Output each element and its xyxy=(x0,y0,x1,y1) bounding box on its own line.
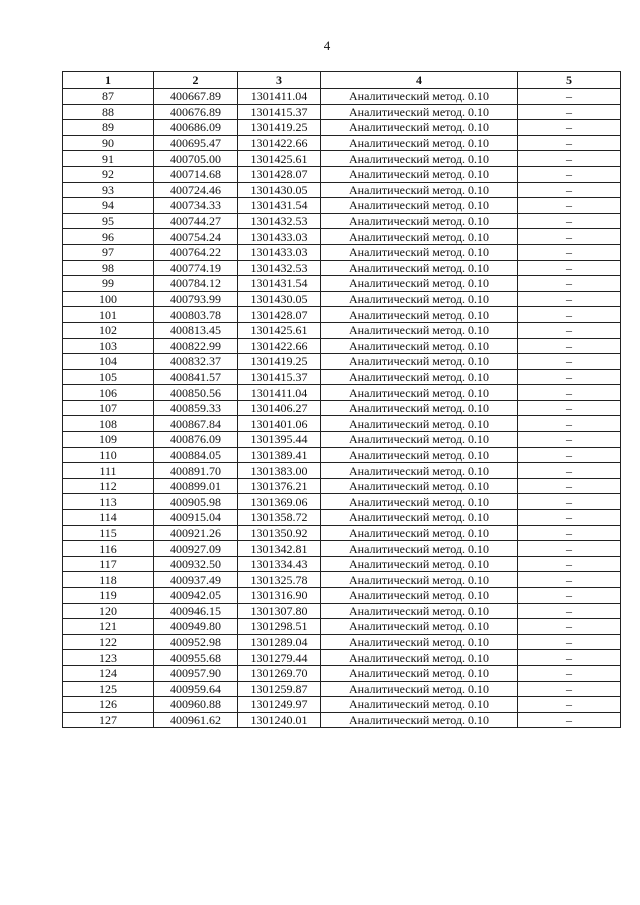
table-row xyxy=(63,120,621,136)
cell-x-coordinate: 400942.05 xyxy=(154,588,238,604)
cell-note: – xyxy=(518,463,621,479)
cell-y-coordinate: 1301279.44 xyxy=(238,650,321,666)
cell-x-coordinate: 400803.78 xyxy=(154,307,238,323)
cell-method: Аналитический метод. 0.10 xyxy=(321,712,518,728)
cell-x-coordinate: 400774.19 xyxy=(154,260,238,276)
table-row xyxy=(63,447,621,463)
cell-point-number: 112 xyxy=(63,478,154,494)
cell-note: – xyxy=(518,338,621,354)
cell-note: – xyxy=(518,89,621,105)
cell-y-coordinate: 1301342.81 xyxy=(238,541,321,557)
cell-y-coordinate: 1301401.06 xyxy=(238,416,321,432)
table-row xyxy=(63,650,621,666)
table-row xyxy=(63,712,621,728)
cell-y-coordinate: 1301395.44 xyxy=(238,432,321,448)
cell-y-coordinate: 1301419.25 xyxy=(238,120,321,136)
cell-point-number: 111 xyxy=(63,463,154,479)
cell-note: – xyxy=(518,416,621,432)
table-row xyxy=(63,104,621,120)
cell-note: – xyxy=(518,135,621,151)
cell-point-number: 121 xyxy=(63,619,154,635)
cell-y-coordinate: 1301422.66 xyxy=(238,338,321,354)
cell-note: – xyxy=(518,229,621,245)
cell-y-coordinate: 1301428.07 xyxy=(238,307,321,323)
cell-point-number: 117 xyxy=(63,556,154,572)
cell-y-coordinate: 1301430.05 xyxy=(238,291,321,307)
header-col-2: 2 xyxy=(154,72,238,89)
cell-x-coordinate: 400927.09 xyxy=(154,541,238,557)
cell-note: – xyxy=(518,588,621,604)
cell-method: Аналитический метод. 0.10 xyxy=(321,603,518,619)
cell-y-coordinate: 1301433.03 xyxy=(238,229,321,245)
cell-x-coordinate: 400734.33 xyxy=(154,198,238,214)
cell-x-coordinate: 400932.50 xyxy=(154,556,238,572)
cell-y-coordinate: 1301325.78 xyxy=(238,572,321,588)
cell-method: Аналитический метод. 0.10 xyxy=(321,213,518,229)
cell-note: – xyxy=(518,712,621,728)
table-row xyxy=(63,556,621,572)
table-row xyxy=(63,416,621,432)
cell-x-coordinate: 400884.05 xyxy=(154,447,238,463)
cell-point-number: 101 xyxy=(63,307,154,323)
cell-x-coordinate: 400764.22 xyxy=(154,244,238,260)
cell-note: – xyxy=(518,244,621,260)
cell-y-coordinate: 1301289.04 xyxy=(238,634,321,650)
cell-x-coordinate: 400754.24 xyxy=(154,229,238,245)
cell-y-coordinate: 1301334.43 xyxy=(238,556,321,572)
table-row xyxy=(63,541,621,557)
cell-note: – xyxy=(518,307,621,323)
cell-method: Аналитический метод. 0.10 xyxy=(321,588,518,604)
table-header xyxy=(63,72,621,89)
cell-method: Аналитический метод. 0.10 xyxy=(321,681,518,697)
cell-y-coordinate: 1301425.61 xyxy=(238,151,321,167)
cell-point-number: 119 xyxy=(63,588,154,604)
cell-note: – xyxy=(518,354,621,370)
cell-point-number: 87 xyxy=(63,89,154,105)
cell-y-coordinate: 1301425.61 xyxy=(238,322,321,338)
cell-x-coordinate: 400676.89 xyxy=(154,104,238,120)
cell-method: Аналитический метод. 0.10 xyxy=(321,510,518,526)
cell-method: Аналитический метод. 0.10 xyxy=(321,135,518,151)
cell-point-number: 126 xyxy=(63,697,154,713)
cell-x-coordinate: 400957.90 xyxy=(154,665,238,681)
cell-x-coordinate: 400946.15 xyxy=(154,603,238,619)
cell-point-number: 110 xyxy=(63,447,154,463)
cell-note: – xyxy=(518,619,621,635)
cell-x-coordinate: 400784.12 xyxy=(154,276,238,292)
cell-method: Аналитический метод. 0.10 xyxy=(321,338,518,354)
cell-point-number: 98 xyxy=(63,260,154,276)
cell-x-coordinate: 400850.56 xyxy=(154,385,238,401)
cell-method: Аналитический метод. 0.10 xyxy=(321,697,518,713)
cell-y-coordinate: 1301376.21 xyxy=(238,478,321,494)
cell-method: Аналитический метод. 0.10 xyxy=(321,572,518,588)
cell-method: Аналитический метод. 0.10 xyxy=(321,104,518,120)
cell-point-number: 103 xyxy=(63,338,154,354)
cell-note: – xyxy=(518,291,621,307)
cell-method: Аналитический метод. 0.10 xyxy=(321,385,518,401)
cell-point-number: 113 xyxy=(63,494,154,510)
cell-point-number: 99 xyxy=(63,276,154,292)
cell-note: – xyxy=(518,603,621,619)
cell-note: – xyxy=(518,541,621,557)
cell-y-coordinate: 1301433.03 xyxy=(238,244,321,260)
table-row xyxy=(63,478,621,494)
table-row xyxy=(63,463,621,479)
cell-x-coordinate: 400921.26 xyxy=(154,525,238,541)
table-row xyxy=(63,681,621,697)
cell-y-coordinate: 1301415.37 xyxy=(238,369,321,385)
cell-method: Аналитический метод. 0.10 xyxy=(321,89,518,105)
table-row xyxy=(63,322,621,338)
cell-method: Аналитический метод. 0.10 xyxy=(321,525,518,541)
table-body xyxy=(63,89,621,728)
cell-x-coordinate: 400841.57 xyxy=(154,369,238,385)
table-row xyxy=(63,338,621,354)
cell-y-coordinate: 1301411.04 xyxy=(238,89,321,105)
cell-method: Аналитический метод. 0.10 xyxy=(321,634,518,650)
cell-x-coordinate: 400724.46 xyxy=(154,182,238,198)
cell-point-number: 124 xyxy=(63,665,154,681)
cell-y-coordinate: 1301428.07 xyxy=(238,166,321,182)
table-row xyxy=(63,510,621,526)
cell-method: Аналитический метод. 0.10 xyxy=(321,291,518,307)
cell-y-coordinate: 1301298.51 xyxy=(238,619,321,635)
cell-method: Аналитический метод. 0.10 xyxy=(321,182,518,198)
cell-x-coordinate: 400876.09 xyxy=(154,432,238,448)
table-row xyxy=(63,369,621,385)
cell-y-coordinate: 1301269.70 xyxy=(238,665,321,681)
cell-y-coordinate: 1301358.72 xyxy=(238,510,321,526)
table-row xyxy=(63,244,621,260)
table-row xyxy=(63,260,621,276)
cell-point-number: 116 xyxy=(63,541,154,557)
cell-y-coordinate: 1301316.90 xyxy=(238,588,321,604)
cell-point-number: 97 xyxy=(63,244,154,260)
cell-x-coordinate: 400813.45 xyxy=(154,322,238,338)
cell-point-number: 125 xyxy=(63,681,154,697)
cell-note: – xyxy=(518,385,621,401)
table-row xyxy=(63,151,621,167)
cell-note: – xyxy=(518,182,621,198)
table-row xyxy=(63,307,621,323)
cell-note: – xyxy=(518,276,621,292)
cell-point-number: 107 xyxy=(63,400,154,416)
cell-note: – xyxy=(518,634,621,650)
cell-point-number: 118 xyxy=(63,572,154,588)
cell-y-coordinate: 1301369.06 xyxy=(238,494,321,510)
cell-point-number: 96 xyxy=(63,229,154,245)
cell-method: Аналитический метод. 0.10 xyxy=(321,463,518,479)
cell-x-coordinate: 400667.89 xyxy=(154,89,238,105)
cell-method: Аналитический метод. 0.10 xyxy=(321,665,518,681)
table-row xyxy=(63,400,621,416)
cell-x-coordinate: 400695.47 xyxy=(154,135,238,151)
table-row xyxy=(63,89,621,105)
cell-method: Аналитический метод. 0.10 xyxy=(321,198,518,214)
table-row xyxy=(63,432,621,448)
cell-method: Аналитический метод. 0.10 xyxy=(321,229,518,245)
cell-method: Аналитический метод. 0.10 xyxy=(321,556,518,572)
cell-y-coordinate: 1301432.53 xyxy=(238,213,321,229)
cell-x-coordinate: 400822.99 xyxy=(154,338,238,354)
cell-y-coordinate: 1301406.27 xyxy=(238,400,321,416)
cell-method: Аналитический метод. 0.10 xyxy=(321,322,518,338)
cell-x-coordinate: 400793.99 xyxy=(154,291,238,307)
table-row xyxy=(63,182,621,198)
header-col-1: 1 xyxy=(63,72,154,89)
cell-x-coordinate: 400859.33 xyxy=(154,400,238,416)
cell-method: Аналитический метод. 0.10 xyxy=(321,166,518,182)
header-row xyxy=(63,72,621,89)
cell-point-number: 104 xyxy=(63,354,154,370)
cell-point-number: 100 xyxy=(63,291,154,307)
cell-point-number: 115 xyxy=(63,525,154,541)
cell-point-number: 94 xyxy=(63,198,154,214)
cell-method: Аналитический метод. 0.10 xyxy=(321,447,518,463)
cell-note: – xyxy=(518,697,621,713)
cell-y-coordinate: 1301411.04 xyxy=(238,385,321,401)
cell-note: – xyxy=(518,572,621,588)
cell-x-coordinate: 400867.84 xyxy=(154,416,238,432)
table-row xyxy=(63,525,621,541)
cell-y-coordinate: 1301307.80 xyxy=(238,603,321,619)
cell-point-number: 92 xyxy=(63,166,154,182)
cell-x-coordinate: 400891.70 xyxy=(154,463,238,479)
cell-method: Аналитический метод. 0.10 xyxy=(321,619,518,635)
cell-x-coordinate: 400686.09 xyxy=(154,120,238,136)
cell-method: Аналитический метод. 0.10 xyxy=(321,260,518,276)
cell-point-number: 123 xyxy=(63,650,154,666)
cell-point-number: 120 xyxy=(63,603,154,619)
cell-point-number: 127 xyxy=(63,712,154,728)
cell-point-number: 90 xyxy=(63,135,154,151)
table-row xyxy=(63,166,621,182)
cell-x-coordinate: 400832.37 xyxy=(154,354,238,370)
cell-y-coordinate: 1301431.54 xyxy=(238,276,321,292)
cell-x-coordinate: 400955.68 xyxy=(154,650,238,666)
cell-x-coordinate: 400714.68 xyxy=(154,166,238,182)
cell-y-coordinate: 1301422.66 xyxy=(238,135,321,151)
cell-x-coordinate: 400959.64 xyxy=(154,681,238,697)
cell-x-coordinate: 400961.62 xyxy=(154,712,238,728)
cell-y-coordinate: 1301240.01 xyxy=(238,712,321,728)
cell-method: Аналитический метод. 0.10 xyxy=(321,276,518,292)
cell-x-coordinate: 400937.49 xyxy=(154,572,238,588)
table-row xyxy=(63,213,621,229)
cell-note: – xyxy=(518,198,621,214)
cell-note: – xyxy=(518,681,621,697)
table-row xyxy=(63,229,621,245)
cell-y-coordinate: 1301432.53 xyxy=(238,260,321,276)
cell-note: – xyxy=(518,322,621,338)
cell-y-coordinate: 1301389.41 xyxy=(238,447,321,463)
cell-method: Аналитический метод. 0.10 xyxy=(321,416,518,432)
table-row xyxy=(63,291,621,307)
cell-note: – xyxy=(518,120,621,136)
cell-point-number: 88 xyxy=(63,104,154,120)
cell-note: – xyxy=(518,556,621,572)
cell-y-coordinate: 1301431.54 xyxy=(238,198,321,214)
cell-note: – xyxy=(518,510,621,526)
cell-point-number: 93 xyxy=(63,182,154,198)
cell-x-coordinate: 400705.00 xyxy=(154,151,238,167)
page-number: 4 xyxy=(323,38,331,53)
table-row xyxy=(63,619,621,635)
table-row xyxy=(63,354,621,370)
cell-note: – xyxy=(518,478,621,494)
cell-note: – xyxy=(518,369,621,385)
cell-method: Аналитический метод. 0.10 xyxy=(321,541,518,557)
cell-note: – xyxy=(518,525,621,541)
header-col-4: 4 xyxy=(321,72,518,89)
cell-note: – xyxy=(518,151,621,167)
cell-note: – xyxy=(518,665,621,681)
cell-point-number: 108 xyxy=(63,416,154,432)
cell-note: – xyxy=(518,260,621,276)
cell-point-number: 122 xyxy=(63,634,154,650)
cell-method: Аналитический метод. 0.10 xyxy=(321,478,518,494)
cell-method: Аналитический метод. 0.10 xyxy=(321,151,518,167)
cell-y-coordinate: 1301350.92 xyxy=(238,525,321,541)
cell-y-coordinate: 1301259.87 xyxy=(238,681,321,697)
coordinates-table xyxy=(62,71,621,728)
table-row xyxy=(63,697,621,713)
table-row xyxy=(63,603,621,619)
cell-method: Аналитический метод. 0.10 xyxy=(321,307,518,323)
cell-point-number: 114 xyxy=(63,510,154,526)
cell-note: – xyxy=(518,432,621,448)
cell-method: Аналитический метод. 0.10 xyxy=(321,120,518,136)
cell-method: Аналитический метод. 0.10 xyxy=(321,400,518,416)
cell-point-number: 106 xyxy=(63,385,154,401)
cell-x-coordinate: 400905.98 xyxy=(154,494,238,510)
table-row xyxy=(63,276,621,292)
cell-note: – xyxy=(518,447,621,463)
table-row xyxy=(63,588,621,604)
cell-method: Аналитический метод. 0.10 xyxy=(321,494,518,510)
cell-note: – xyxy=(518,166,621,182)
cell-y-coordinate: 1301383.00 xyxy=(238,463,321,479)
cell-y-coordinate: 1301415.37 xyxy=(238,104,321,120)
cell-y-coordinate: 1301430.05 xyxy=(238,182,321,198)
header-col-5: 5 xyxy=(518,72,621,89)
table-row xyxy=(63,135,621,151)
cell-y-coordinate: 1301249.97 xyxy=(238,697,321,713)
table-row xyxy=(63,198,621,214)
cell-y-coordinate: 1301419.25 xyxy=(238,354,321,370)
cell-x-coordinate: 400949.80 xyxy=(154,619,238,635)
cell-point-number: 109 xyxy=(63,432,154,448)
cell-method: Аналитический метод. 0.10 xyxy=(321,354,518,370)
cell-method: Аналитический метод. 0.10 xyxy=(321,369,518,385)
table-row xyxy=(63,572,621,588)
header-col-3: 3 xyxy=(238,72,321,89)
table-row xyxy=(63,494,621,510)
cell-point-number: 89 xyxy=(63,120,154,136)
cell-point-number: 102 xyxy=(63,322,154,338)
cell-x-coordinate: 400744.27 xyxy=(154,213,238,229)
cell-x-coordinate: 400960.88 xyxy=(154,697,238,713)
cell-point-number: 95 xyxy=(63,213,154,229)
cell-point-number: 105 xyxy=(63,369,154,385)
cell-method: Аналитический метод. 0.10 xyxy=(321,432,518,448)
cell-point-number: 91 xyxy=(63,151,154,167)
cell-x-coordinate: 400915.04 xyxy=(154,510,238,526)
cell-note: – xyxy=(518,400,621,416)
cell-x-coordinate: 400899.01 xyxy=(154,478,238,494)
cell-note: – xyxy=(518,213,621,229)
cell-note: – xyxy=(518,104,621,120)
cell-x-coordinate: 400952.98 xyxy=(154,634,238,650)
cell-method: Аналитический метод. 0.10 xyxy=(321,650,518,666)
cell-note: – xyxy=(518,494,621,510)
cell-note: – xyxy=(518,650,621,666)
table-row xyxy=(63,385,621,401)
table-row xyxy=(63,634,621,650)
table-row xyxy=(63,665,621,681)
cell-method: Аналитический метод. 0.10 xyxy=(321,244,518,260)
